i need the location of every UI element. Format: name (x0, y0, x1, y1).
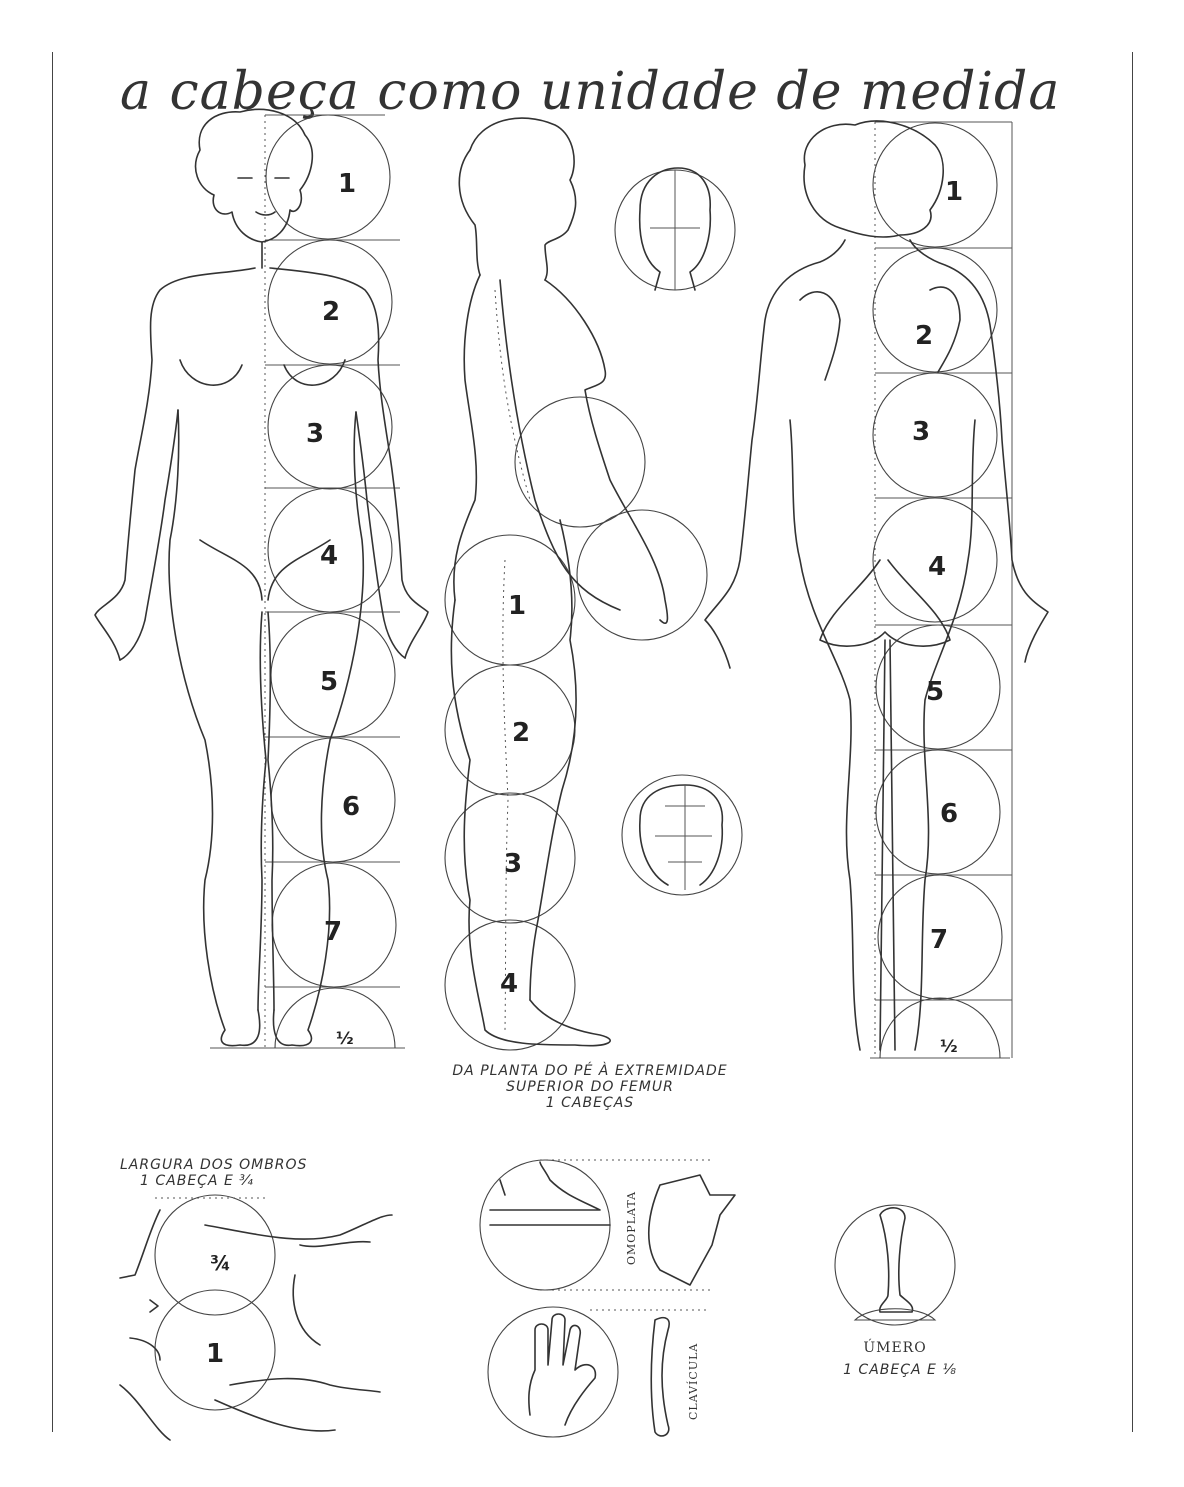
head-study-bottom (622, 775, 742, 895)
front-unit-label: 4 (320, 541, 339, 571)
back-unit-label: 5 (926, 677, 945, 707)
back-unit-label: 6 (940, 799, 959, 829)
front-unit-labels (306, 169, 360, 1049)
profile-leg-label: 2 (512, 718, 531, 748)
shoulder-circle-label: 1 (206, 1339, 225, 1369)
back-unit-label: ½ (940, 1037, 958, 1057)
shoulder-circle-labels (206, 1251, 231, 1369)
back-unit-circles (873, 123, 1002, 1058)
profile-figure (445, 118, 742, 1050)
proportion-studies (480, 1160, 735, 1437)
hand-study-circle (488, 1307, 618, 1437)
shoulder-circle-label: ¾ (210, 1251, 231, 1275)
shoulder-caption (120, 1157, 360, 1189)
hand-outline (529, 1314, 596, 1425)
profile-caption-line: DA PLANTA DO PÉ À EXTREMIDADE (452, 1063, 728, 1079)
back-unit-label: 1 (945, 177, 964, 207)
profile-bone-guides (495, 290, 530, 1030)
humerus-label: ÚMERO (863, 1340, 927, 1356)
back-unit-label: 4 (928, 552, 947, 582)
profile-leg-label: 1 (508, 591, 527, 621)
front-unit-label: 5 (320, 667, 339, 697)
profile-caption (415, 1063, 765, 1111)
profile-leg-circles (445, 397, 707, 1050)
front-figure (95, 109, 428, 1049)
front-unit-label: 7 (324, 917, 343, 947)
back-unit-label: 2 (915, 321, 934, 351)
shoulder-caption-line: 1 CABEÇA E ¾ (140, 1173, 254, 1189)
front-unit-label: ½ (336, 1029, 354, 1049)
front-unit-circles (266, 115, 396, 1048)
humerus-measure: 1 CABEÇA E ⅛ (843, 1362, 957, 1378)
front-unit-label: 3 (306, 419, 325, 449)
back-unit-label: 7 (930, 925, 949, 955)
clavicula-label: CLAVÍCULA (687, 1342, 700, 1420)
front-body-outline (95, 109, 428, 1045)
front-measure-lines (210, 115, 405, 1048)
front-unit-label: 1 (338, 169, 357, 199)
profile-body-outline (451, 118, 667, 1046)
shoulder-caption-line: LARGURA DOS OMBROS (120, 1157, 308, 1173)
humerus-study (835, 1205, 955, 1325)
scapula-outline (649, 1175, 735, 1285)
back-measure-lines (870, 122, 1012, 1058)
front-unit-label: 6 (342, 792, 361, 822)
profile-leg-label: 3 (504, 849, 523, 879)
omoplata-label: OMOPLATA (625, 1190, 638, 1265)
shoulder-width-study (120, 1195, 392, 1440)
profile-caption-line: 1 CABEÇAS (545, 1095, 635, 1111)
clavicle-outline (651, 1318, 669, 1436)
profile-caption-line: SUPERIOR DO FEMUR (506, 1079, 674, 1095)
profile-leg-label: 4 (500, 969, 519, 999)
page-title: a cabeça como unidade de medida (120, 62, 1061, 122)
head-study-top (615, 168, 735, 290)
front-unit-label: 2 (322, 297, 341, 327)
back-unit-label: 3 (912, 417, 931, 447)
back-figure (705, 121, 1048, 1058)
